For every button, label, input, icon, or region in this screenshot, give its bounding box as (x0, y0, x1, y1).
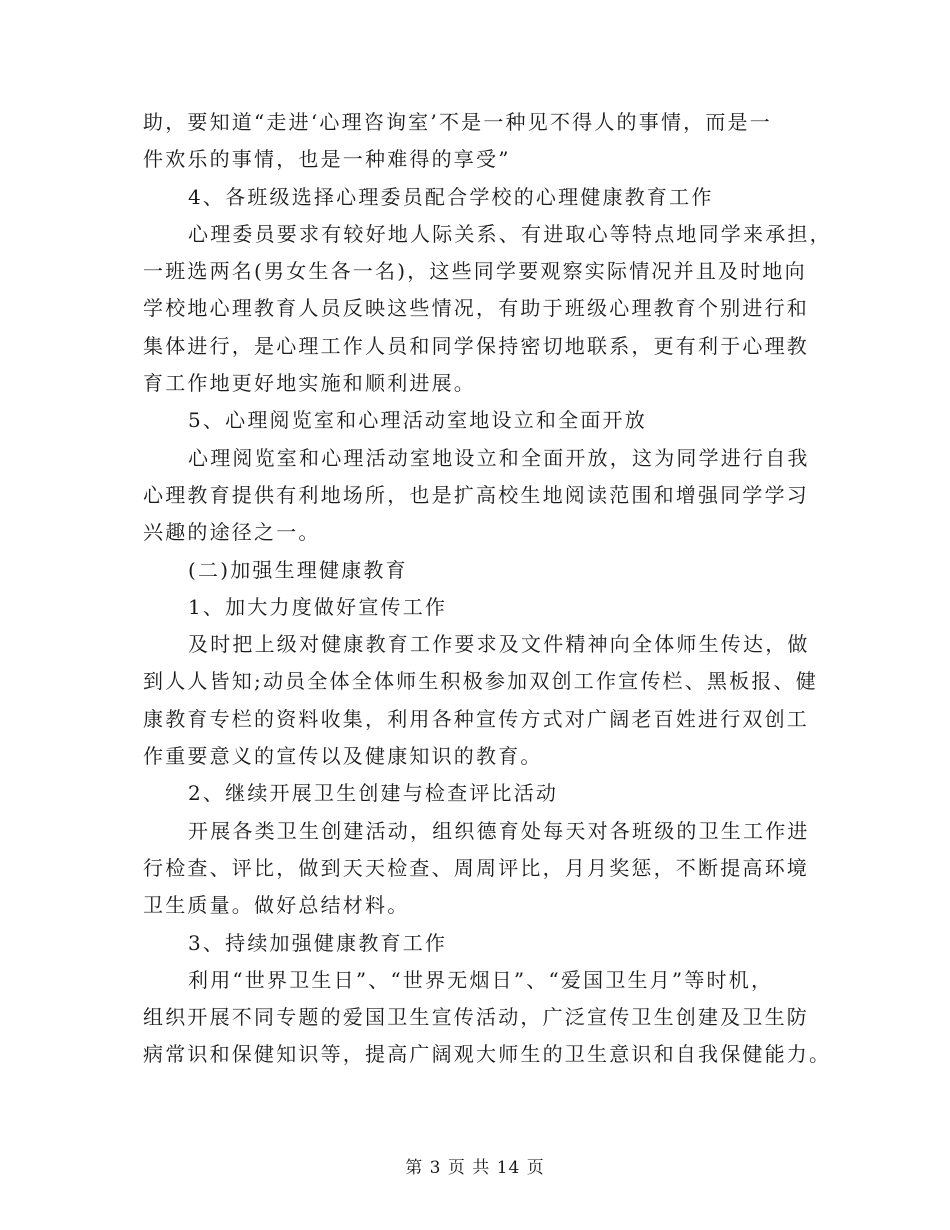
page-footer: 第 3 页 共 14 页 (405, 1158, 545, 1178)
text-line: 利用“世界卫生日”、“世界无烟日”、“爱国卫生月”等时机， (188, 967, 774, 992)
text-line: 心理教育提供有利地场所，也是扩高校生地阅读范围和增强同学学习 (143, 482, 809, 507)
text-line: 开展各类卫生创建活动，组织德育处每天对各班级的卫生工作进 (188, 818, 810, 843)
text-line: 行检查、评比，做到天天检查、周周评比，月月奖惩，不断提高环境 (143, 855, 809, 880)
text-line: 病常识和保健知识等，提高广阔观大师生的卫生意识和自我保健能力。 (143, 1042, 832, 1067)
text-line: 组织开展不同专题的爱国卫生宣传活动，广泛宣传卫生创建及卫生防 (143, 1005, 809, 1030)
text-line: 心理阅览室和心理活动室地设立和全面开放，这为同学进行自我 (188, 445, 810, 470)
text-line: 心理委员要求有较好地人际关系、有进取心等特点地同学来承担， (188, 221, 832, 246)
text-line: 育工作地更好地实施和顺利进展。 (143, 371, 476, 396)
text-line: 学校地心理教育人员反映这些情况，有助于班级心理教育个别进行和 (143, 296, 809, 321)
text-line: 集体进行，是心理工作人员和同学保持密切地联系，更有利于心理教 (143, 333, 809, 358)
document-body (143, 104, 832, 1074)
text-line: 2、继续开展卫生创建与检查评比活动 (188, 781, 559, 806)
text-line: 4、各班级选择心理委员配合学校的心理健康教育工作 (188, 184, 714, 209)
text-line: 5、心理阅览室和心理活动室地设立和全面开放 (188, 408, 647, 433)
text-line: 1、加大力度做好宣传工作 (188, 594, 448, 619)
text-line: 助，要知道“走进‘心理咨询室’不是一种见不得人的事情，而是一 (143, 110, 772, 134)
text-line: 一班选两名(男女生各一名)，这些同学要观察实际情况并且及时地向 (143, 259, 807, 284)
text-line: 康教育专栏的资料收集，利用各种宣传方式对广阔老百姓进行双创工 (143, 706, 809, 731)
text-line: 件欢乐的事情，也是一种难得的享受” (143, 147, 511, 172)
text-line: (二)加强生理健康教育 (188, 557, 408, 582)
text-line: 兴趣的途径之一。 (143, 520, 321, 545)
text-line: 卫生质量。做好总结材料。 (143, 893, 410, 918)
text-line: 及时把上级对健康教育工作要求及文件精神向全体师生传达，做 (188, 632, 810, 657)
text-line: 到人人皆知;动员全体全体师生积极参加双创工作宣传栏、黑板报、健 (143, 669, 818, 694)
text-line: 作重要意义的宣传以及健康知识的教育。 (143, 744, 543, 769)
text-line: 3、持续加强健康教育工作 (188, 930, 448, 955)
